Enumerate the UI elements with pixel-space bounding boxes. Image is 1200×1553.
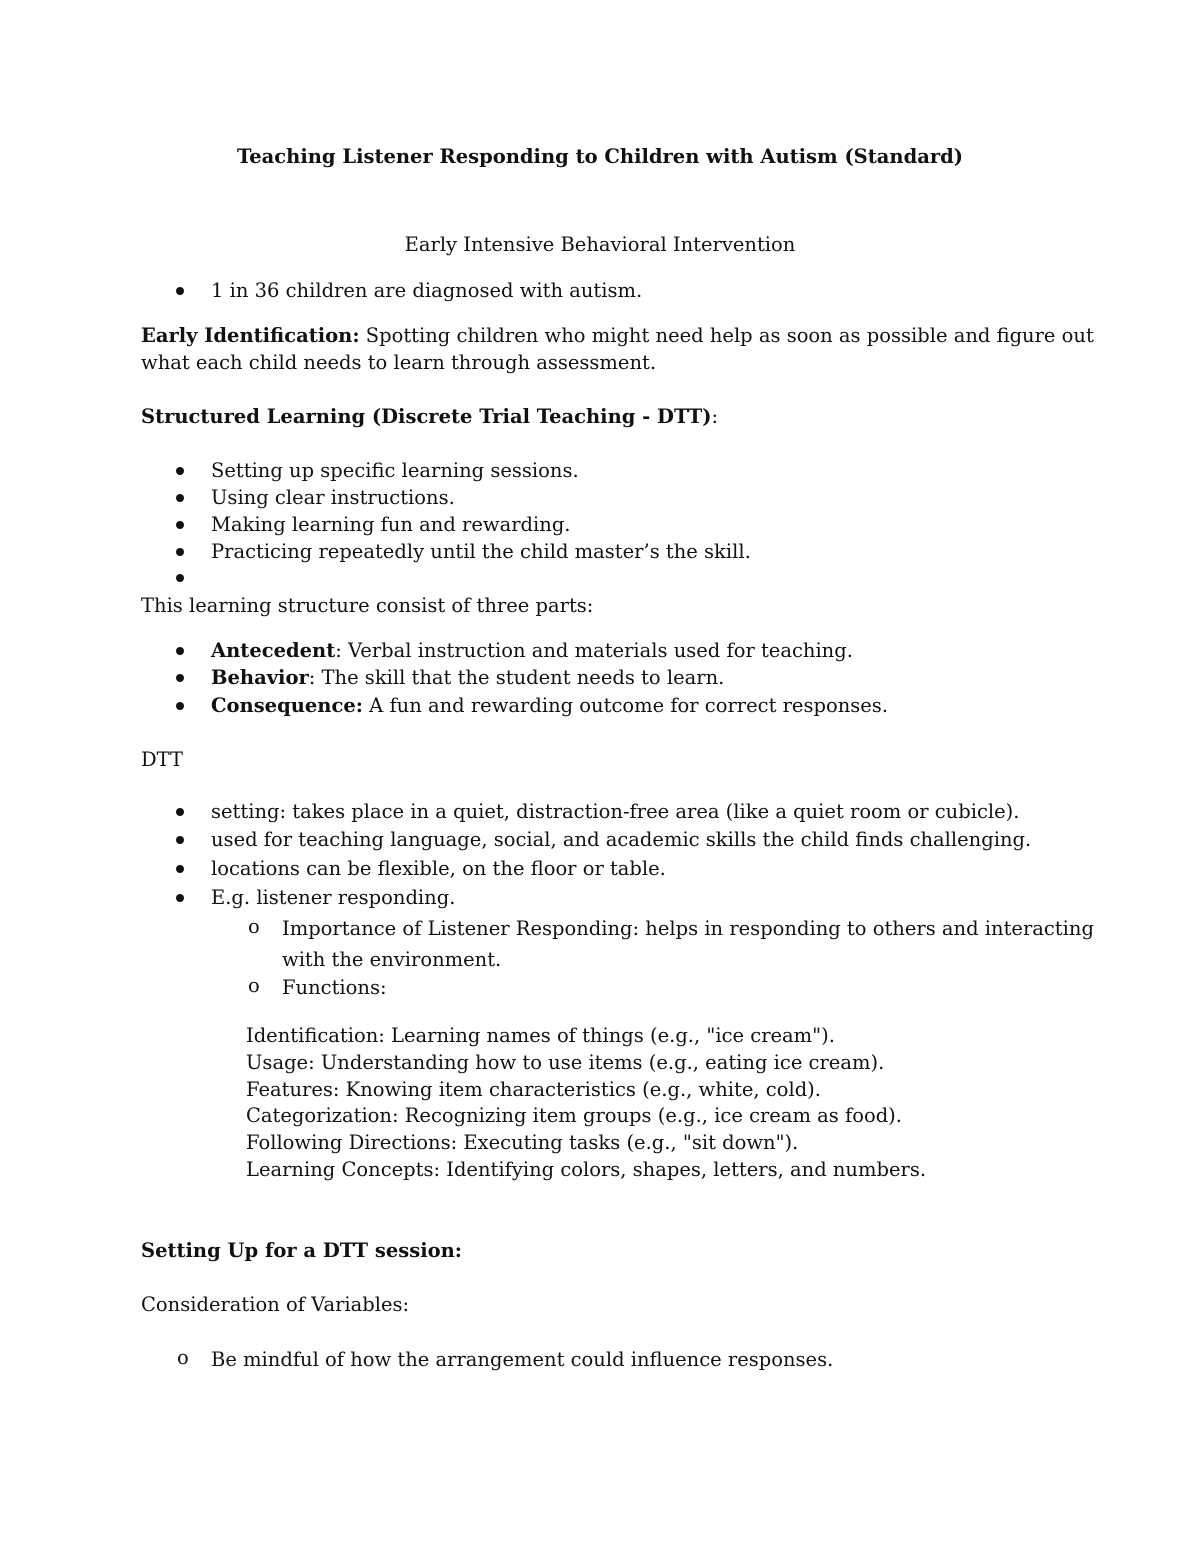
function-line: Features: Knowing item characteristics (e.g., white, cold). <box>246 1078 821 1101</box>
document-title: Teaching Listener Responding to Children with Autism (Standard) <box>236 145 963 168</box>
stat-bullet-text: 1 in 36 children are diagnosed with autism. <box>211 279 643 302</box>
structure-intro: This learning structure consist of three parts: <box>141 594 594 617</box>
structured-learning-heading-suffix: : <box>711 405 719 428</box>
bullet-icon <box>176 674 184 682</box>
sub-list-item-cont: with the environment. <box>282 948 502 971</box>
structured-learning-heading: Structured Learning (Discrete Trial Teaching - DTT) <box>141 405 712 428</box>
bullet-icon <box>176 865 184 873</box>
bullet-icon <box>176 494 184 502</box>
antecedent-label: Antecedent <box>211 639 336 662</box>
early-identification-text-cont: what each child needs to learn through assessment. <box>141 351 657 374</box>
bullet-icon <box>176 836 184 844</box>
behavior-text: : The skill that the student needs to learn. <box>308 666 725 689</box>
list-item <box>211 668 724 688</box>
sub-bullet-icon: o <box>177 1346 189 1369</box>
sub-bullet-icon: o <box>248 974 260 997</box>
bullet-icon <box>176 548 184 556</box>
list-item: Using clear instructions. <box>211 486 455 509</box>
consequence-label: Consequence: <box>211 694 363 717</box>
early-identification-paragraph <box>141 326 1094 346</box>
function-line: Identification: Learning names of things (e.g., "ice cream"). <box>246 1024 835 1047</box>
list-item: locations can be flexible, on the floor or table. <box>211 857 666 880</box>
list-item: used for teaching language, social, and academic skills the child finds challenging. <box>211 828 1032 851</box>
document-subtitle: Early Intensive Behavioral Intervention <box>404 233 796 256</box>
sub-list-item: Importance of Listener Responding: helps in responding to others and interacting <box>282 917 1094 940</box>
dtt-heading: DTT <box>141 748 184 771</box>
list-item <box>211 641 853 661</box>
list-item: Setting up specific learning sessions. <box>211 459 579 482</box>
early-identification-label: Early Identification: <box>141 324 360 347</box>
list-item <box>211 696 888 716</box>
bullet-icon <box>176 287 184 295</box>
sub-bullet-icon: o <box>248 915 260 938</box>
list-item: setting: takes place in a quiet, distraction-free area (like a quiet room or cubicle). <box>211 800 1020 823</box>
list-item: Making learning fun and rewarding. <box>211 513 571 536</box>
bullet-icon <box>176 702 184 710</box>
bullet-icon <box>176 574 184 582</box>
function-line: Learning Concepts: Identifying colors, shapes, letters, and numbers. <box>246 1158 927 1181</box>
bullet-icon <box>176 467 184 475</box>
bullet-icon <box>176 521 184 529</box>
list-item: Practicing repeatedly until the child master’s the skill. <box>211 540 751 563</box>
consequence-text: A fun and rewarding outcome for correct responses. <box>362 694 889 717</box>
bullet-icon <box>176 808 184 816</box>
bullet-icon <box>176 894 184 902</box>
structured-learning-heading-line <box>141 407 718 427</box>
antecedent-text: : Verbal instruction and materials used for teaching. <box>335 639 853 662</box>
early-identification-text: Spotting children who might need help as soon as possible and figure out <box>359 324 1094 347</box>
function-line: Following Directions: Executing tasks (e.g., "sit down"). <box>246 1131 799 1154</box>
bullet-icon <box>176 647 184 655</box>
setup-heading: Setting Up for a DTT session: <box>141 1239 462 1262</box>
variables-text: Consideration of Variables: <box>141 1293 410 1316</box>
function-line: Categorization: Recognizing item groups (e.g., ice cream as food). <box>246 1104 902 1127</box>
list-item: E.g. listener responding. <box>211 886 456 909</box>
function-line: Usage: Understanding how to use items (e.g., eating ice cream). <box>246 1051 885 1074</box>
setup-item: Be mindful of how the arrangement could influence responses. <box>211 1348 834 1371</box>
sub-list-item: Functions: <box>282 976 387 999</box>
behavior-label: Behavior <box>211 666 309 689</box>
